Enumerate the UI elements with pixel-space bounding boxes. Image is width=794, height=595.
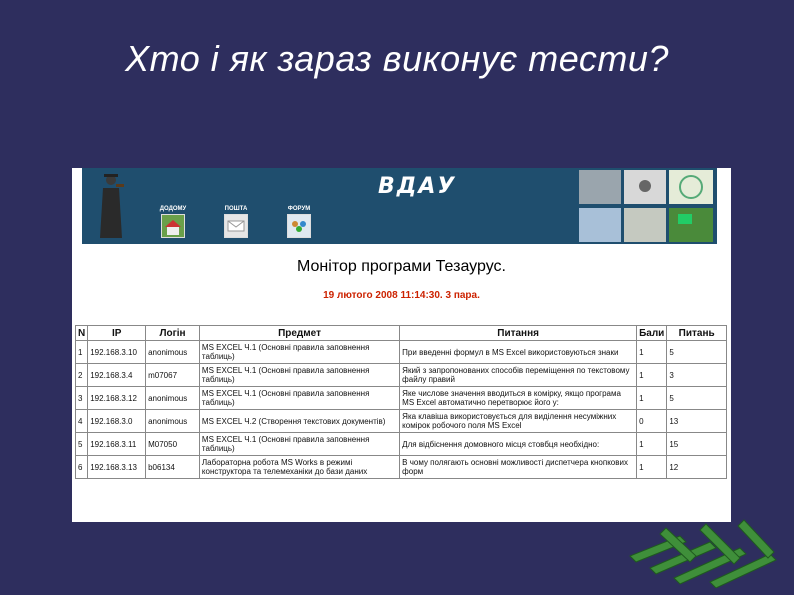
cell-ip: 192.168.3.0 [88,410,146,433]
cell-subject: Лабораторна робота MS Works в режимі конструктора та телемеханіки до бази даних [199,456,399,479]
cell-score: 1 [637,341,667,364]
table-header-row [76,326,727,341]
col-header-ip: IP [88,326,146,341]
cell-count: 15 [667,433,727,456]
cell-question: В чому полягають основні можливості диспетчера кнопкових форм [400,456,637,479]
cell-score: 0 [637,410,667,433]
cell-subject: MS EXCEL Ч.2 (Створення текстових документів) [199,410,399,433]
cell-question: Для відбіснення домовного місця стовбця необхідно: [400,433,637,456]
green-maze-decoration-icon [620,516,780,588]
nav-mail-button[interactable] [218,206,254,242]
cell-ip: 192.168.3.10 [88,341,146,364]
cell-question: Яке числове значення вводиться в комірку, якщо програма MS Excel автоматично перетворює його у: [400,387,637,410]
banner-photo-tiles [574,168,717,244]
table-row [76,387,727,410]
col-header-login: Логін [146,326,200,341]
cell-ip: 192.168.3.4 [88,364,146,387]
cell-score: 1 [637,364,667,387]
sessions-table [75,325,727,479]
nav-home-label: ДОДОМУ [159,206,187,212]
cell-subject: MS EXCEL Ч.1 (Основні правила заповнення таблиць) [199,341,399,364]
banner-collage-icon [574,168,717,244]
site-banner [82,168,717,244]
monitor-datetime: 19 лютого 2008 11:14:30. 3 пара. [323,290,480,301]
cell-subject: MS EXCEL Ч.1 (Основні правила заповнення таблиць) [199,364,399,387]
col-header-count: Питань [667,326,727,341]
table-row [76,410,727,433]
cell-login: b06134 [146,456,200,479]
cell-score: 1 [637,433,667,456]
cell-ip: 192.168.3.12 [88,387,146,410]
slide-title: Хто і як зараз виконує тести? [125,38,669,79]
cell-ip: 192.168.3.13 [88,456,146,479]
cell-n: 1 [76,341,88,364]
cell-n: 3 [76,387,88,410]
cell-login: anonimous [146,387,200,410]
nav-forum-label: ФОРУМ [287,206,311,212]
nav-home-button[interactable] [155,206,191,242]
col-header-score: Бали [637,326,667,341]
cell-n: 6 [76,456,88,479]
col-header-n: N [76,326,88,341]
cell-count: 13 [667,410,727,433]
table-row [76,364,727,387]
cell-count: 12 [667,456,727,479]
cell-score: 1 [637,387,667,410]
cell-login: anonimous [146,341,200,364]
cell-login: M07050 [146,433,200,456]
cell-question: При введенні формул в MS Excel використовуються знаки [400,341,637,364]
col-header-question: Питання [400,326,637,341]
cell-question: Яка клавіша використовується для виділення несуміжних комірок робочого поля MS Excel [400,410,637,433]
forum-icon [287,214,311,238]
monitor-title: Монітор програми Тезаурус. [297,258,506,275]
cell-count: 3 [667,364,727,387]
nav-mail-label: ПОШТА [224,206,248,212]
scholar-figure-icon [96,170,126,240]
cell-count: 5 [667,341,727,364]
col-header-subject: Предмет [199,326,399,341]
site-logo: ВДАУ [378,174,457,199]
table-row [76,433,727,456]
cell-n: 2 [76,364,88,387]
mail-icon [224,214,248,238]
cell-question: Який з запропонованих способів переміщення по текстовому файлу правий [400,364,637,387]
table-row [76,341,727,364]
cell-n: 4 [76,410,88,433]
table-row [76,456,727,479]
cell-login: anonimous [146,410,200,433]
cell-login: m07067 [146,364,200,387]
browser-screenshot [72,168,731,522]
home-icon [161,214,185,238]
nav-forum-button[interactable] [281,206,317,242]
cell-score: 1 [637,456,667,479]
cell-subject: MS EXCEL Ч.1 (Основні правила заповнення таблиць) [199,387,399,410]
cell-subject: MS EXCEL Ч.1 (Основні правила заповнення таблиць) [199,433,399,456]
cell-count: 5 [667,387,727,410]
cell-ip: 192.168.3.11 [88,433,146,456]
cell-n: 5 [76,433,88,456]
